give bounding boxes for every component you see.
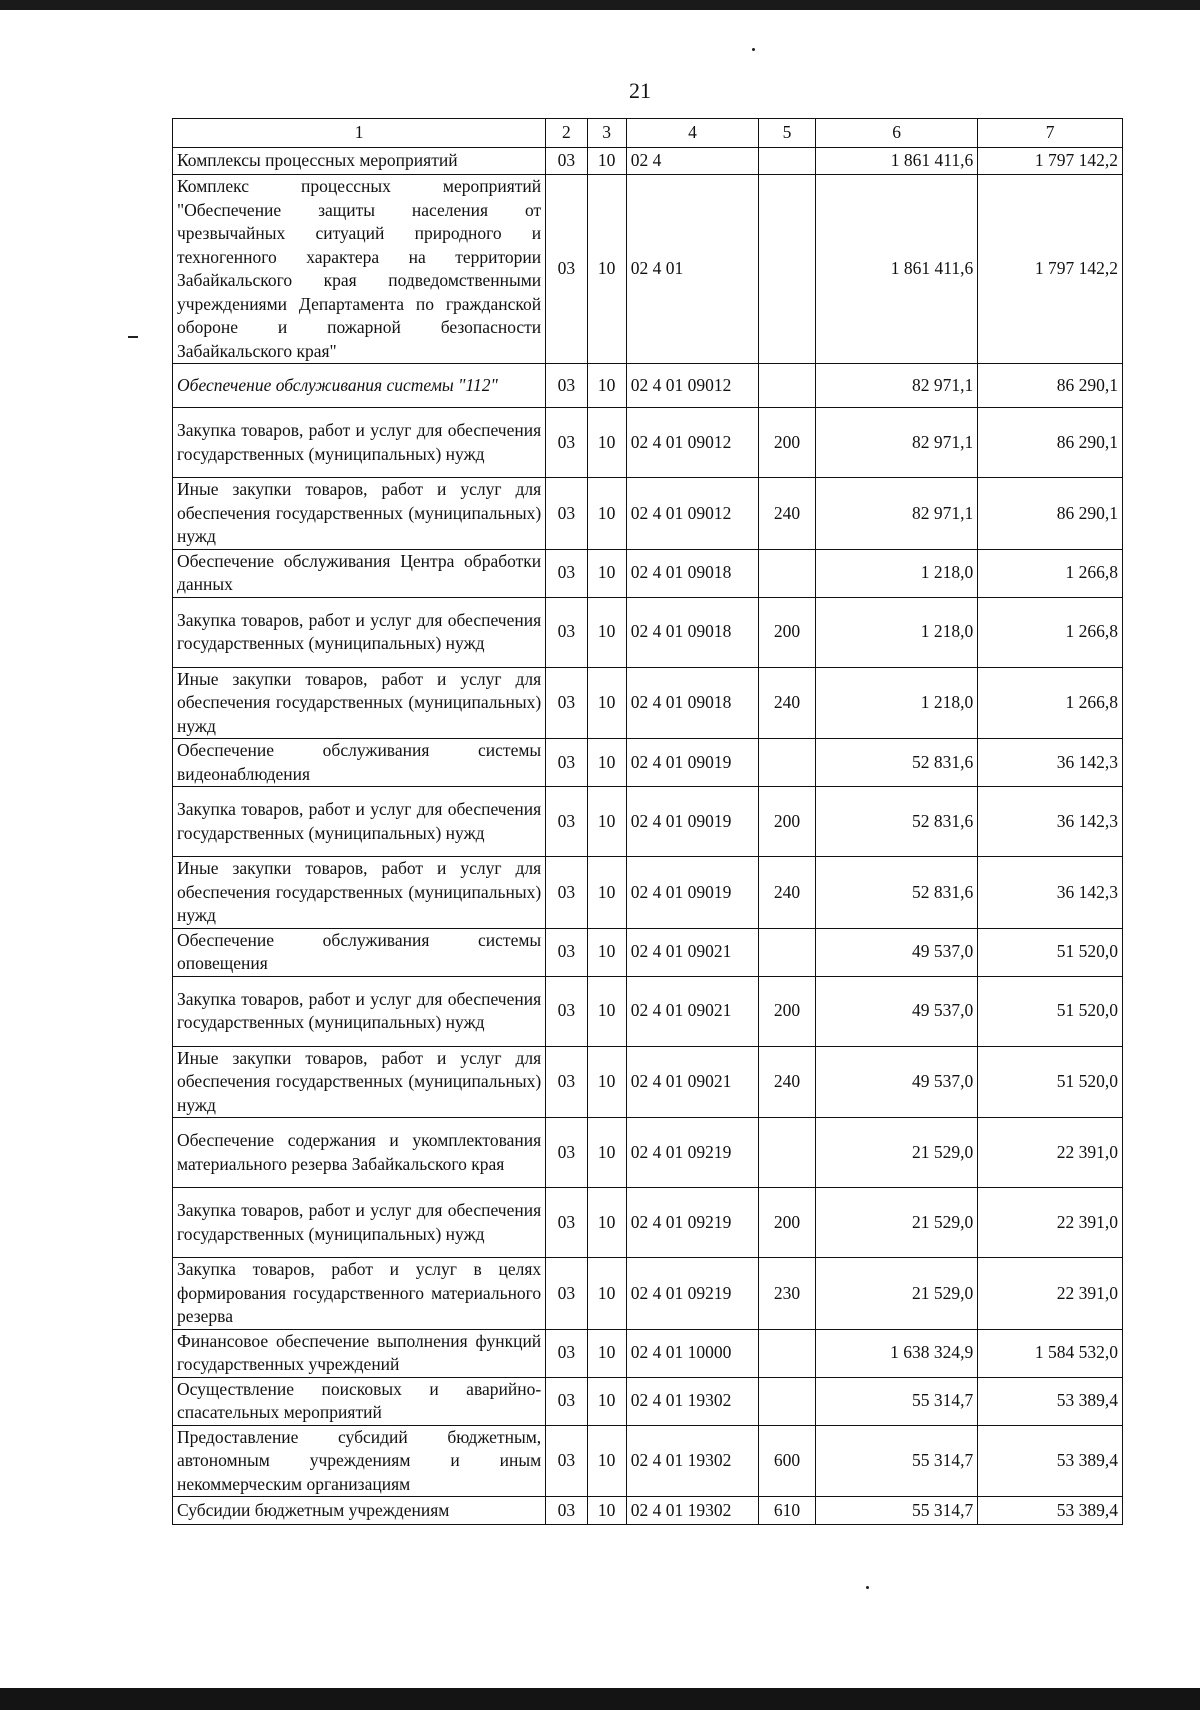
amount-year1-cell: 21 529,0 <box>815 1188 977 1258</box>
amount-year1-cell: 49 537,0 <box>815 976 977 1046</box>
subsection-cell: 10 <box>587 1118 626 1188</box>
subsection-cell: 10 <box>587 976 626 1046</box>
amount-year1-cell: 52 831,6 <box>815 787 977 857</box>
target-article-cell: 02 4 01 19302 <box>626 1377 758 1425</box>
section-cell: 03 <box>546 739 587 787</box>
table-row <box>173 408 1123 478</box>
section-cell: 03 <box>546 976 587 1046</box>
section-cell: 03 <box>546 1425 587 1497</box>
amount-year2-cell: 86 290,1 <box>978 364 1123 408</box>
row-name-cell: Комплексы процессных мероприятий <box>173 148 546 175</box>
table-row <box>173 597 1123 667</box>
subsection-cell: 10 <box>587 1377 626 1425</box>
expense-type-cell <box>759 1377 816 1425</box>
section-cell: 03 <box>546 1118 587 1188</box>
table-body <box>173 119 1123 1525</box>
row-name-cell: Закупка товаров, работ и услуг в целях формирования государственного материального резерва <box>173 1258 546 1330</box>
target-article-cell: 02 4 01 09021 <box>626 928 758 976</box>
subsection-cell: 10 <box>587 597 626 667</box>
header-cell-5: 5 <box>759 119 816 148</box>
row-name-cell: Закупка товаров, работ и услуг для обеспечения государственных (муниципальных) нужд <box>173 408 546 478</box>
section-cell: 03 <box>546 478 587 550</box>
section-cell: 03 <box>546 1377 587 1425</box>
subsection-cell: 10 <box>587 1497 626 1525</box>
section-cell: 03 <box>546 1497 587 1525</box>
table-row <box>173 364 1123 408</box>
target-article-cell: 02 4 01 09018 <box>626 597 758 667</box>
amount-year2-cell: 36 142,3 <box>978 739 1123 787</box>
expense-type-cell: 240 <box>759 1046 816 1118</box>
amount-year1-cell: 55 314,7 <box>815 1497 977 1525</box>
table-row <box>173 787 1123 857</box>
amount-year2-cell: 86 290,1 <box>978 478 1123 550</box>
section-cell: 03 <box>546 787 587 857</box>
row-name-cell: Обеспечение обслуживания Центра обработки данных <box>173 549 546 597</box>
section-cell: 03 <box>546 1046 587 1118</box>
subsection-cell: 10 <box>587 1258 626 1330</box>
table-row <box>173 1258 1123 1330</box>
target-article-cell: 02 4 01 09219 <box>626 1258 758 1330</box>
section-cell: 03 <box>546 597 587 667</box>
target-article-cell: 02 4 01 19302 <box>626 1425 758 1497</box>
section-cell: 03 <box>546 1258 587 1330</box>
expense-type-cell: 200 <box>759 597 816 667</box>
row-name-cell: Иные закупки товаров, работ и услуг для обеспечения государственных (муниципальных) нужд <box>173 478 546 550</box>
scan-edge-bottom <box>0 1688 1200 1710</box>
target-article-cell: 02 4 01 09012 <box>626 478 758 550</box>
subsection-cell: 10 <box>587 1329 626 1377</box>
amount-year1-cell: 52 831,6 <box>815 857 977 929</box>
target-article-cell: 02 4 01 09219 <box>626 1118 758 1188</box>
table-row <box>173 1188 1123 1258</box>
row-name-cell: Иные закупки товаров, работ и услуг для обеспечения государственных (муниципальных) нужд <box>173 857 546 929</box>
header-cell-4: 4 <box>626 119 758 148</box>
target-article-cell: 02 4 01 09018 <box>626 549 758 597</box>
header-cell-6: 6 <box>815 119 977 148</box>
section-cell: 03 <box>546 667 587 739</box>
target-article-cell: 02 4 01 10000 <box>626 1329 758 1377</box>
subsection-cell: 10 <box>587 739 626 787</box>
amount-year2-cell: 1 266,8 <box>978 549 1123 597</box>
expense-type-cell: 240 <box>759 857 816 929</box>
amount-year2-cell: 51 520,0 <box>978 1046 1123 1118</box>
subsection-cell: 10 <box>587 148 626 175</box>
subsection-cell: 10 <box>587 478 626 550</box>
section-cell: 03 <box>546 928 587 976</box>
table-row <box>173 667 1123 739</box>
subsection-cell: 10 <box>587 787 626 857</box>
section-cell: 03 <box>546 408 587 478</box>
expense-type-cell <box>759 1118 816 1188</box>
amount-year1-cell: 49 537,0 <box>815 1046 977 1118</box>
row-name-cell: Закупка товаров, работ и услуг для обеспечения государственных (муниципальных) нужд <box>173 1188 546 1258</box>
amount-year1-cell: 55 314,7 <box>815 1377 977 1425</box>
budget-table <box>172 118 1123 1525</box>
table-row <box>173 1425 1123 1497</box>
amount-year2-cell: 22 391,0 <box>978 1118 1123 1188</box>
subsection-cell: 10 <box>587 1046 626 1118</box>
row-name-cell: Закупка товаров, работ и услуг для обеспечения государственных (муниципальных) нужд <box>173 597 546 667</box>
amount-year2-cell: 36 142,3 <box>978 787 1123 857</box>
amount-year1-cell: 82 971,1 <box>815 408 977 478</box>
table-row <box>173 739 1123 787</box>
target-article-cell: 02 4 01 09018 <box>626 667 758 739</box>
table-row <box>173 1329 1123 1377</box>
section-cell: 03 <box>546 364 587 408</box>
expense-type-cell: 610 <box>759 1497 816 1525</box>
scan-speck <box>128 336 138 338</box>
header-cell-3: 3 <box>587 119 626 148</box>
expense-type-cell <box>759 739 816 787</box>
row-name-cell: Обеспечение обслуживания системы "112" <box>173 364 546 408</box>
amount-year2-cell: 36 142,3 <box>978 857 1123 929</box>
section-cell: 03 <box>546 1329 587 1377</box>
expense-type-cell <box>759 175 816 364</box>
amount-year1-cell: 21 529,0 <box>815 1258 977 1330</box>
section-cell: 03 <box>546 148 587 175</box>
amount-year1-cell: 49 537,0 <box>815 928 977 976</box>
table-row <box>173 1118 1123 1188</box>
expense-type-cell <box>759 364 816 408</box>
target-article-cell: 02 4 01 09012 <box>626 364 758 408</box>
amount-year1-cell: 82 971,1 <box>815 478 977 550</box>
scan-speck <box>866 1586 869 1589</box>
table-row <box>173 976 1123 1046</box>
page-number: 21 <box>629 78 651 103</box>
amount-year1-cell: 82 971,1 <box>815 364 977 408</box>
subsection-cell: 10 <box>587 364 626 408</box>
table-row <box>173 148 1123 175</box>
row-name-cell: Предоставление субсидий бюджетным, автономным учреждениям и иным некоммерческим организациям <box>173 1425 546 1497</box>
row-name-cell: Закупка товаров, работ и услуг для обеспечения государственных (муниципальных) нужд <box>173 787 546 857</box>
amount-year2-cell: 53 389,4 <box>978 1377 1123 1425</box>
amount-year2-cell: 1 797 142,2 <box>978 148 1123 175</box>
amount-year1-cell: 21 529,0 <box>815 1118 977 1188</box>
amount-year2-cell: 53 389,4 <box>978 1425 1123 1497</box>
amount-year2-cell: 1 266,8 <box>978 667 1123 739</box>
expense-type-cell <box>759 1329 816 1377</box>
target-article-cell: 02 4 01 09019 <box>626 739 758 787</box>
table-header-row <box>173 119 1123 148</box>
target-article-cell: 02 4 01 09219 <box>626 1188 758 1258</box>
subsection-cell: 10 <box>587 1425 626 1497</box>
row-name-cell: Комплекс процессных мероприятий "Обеспечение защиты населения от чрезвычайных ситуаций природного и техногенного характера на территории Забайкальского края подведомственными учреждениями Департамента по гражданской обороне и пожарной безопасности Забайкальского края" <box>173 175 546 364</box>
amount-year1-cell: 1 218,0 <box>815 667 977 739</box>
table-row <box>173 175 1123 364</box>
subsection-cell: 10 <box>587 667 626 739</box>
table-row <box>173 1046 1123 1118</box>
header-cell-2: 2 <box>546 119 587 148</box>
section-cell: 03 <box>546 175 587 364</box>
amount-year2-cell: 1 266,8 <box>978 597 1123 667</box>
scan-speck <box>752 48 755 51</box>
section-cell: 03 <box>546 1188 587 1258</box>
amount-year2-cell: 1 797 142,2 <box>978 175 1123 364</box>
row-name-cell: Иные закупки товаров, работ и услуг для обеспечения государственных (муниципальных) нужд <box>173 667 546 739</box>
table-row <box>173 478 1123 550</box>
target-article-cell: 02 4 01 09012 <box>626 408 758 478</box>
section-cell: 03 <box>546 549 587 597</box>
expense-type-cell: 240 <box>759 478 816 550</box>
amount-year2-cell: 86 290,1 <box>978 408 1123 478</box>
row-name-cell: Закупка товаров, работ и услуг для обеспечения государственных (муниципальных) нужд <box>173 976 546 1046</box>
target-article-cell: 02 4 01 09019 <box>626 857 758 929</box>
target-article-cell: 02 4 01 <box>626 175 758 364</box>
target-article-cell: 02 4 01 19302 <box>626 1497 758 1525</box>
expense-type-cell: 600 <box>759 1425 816 1497</box>
amount-year1-cell: 55 314,7 <box>815 1425 977 1497</box>
amount-year1-cell: 1 218,0 <box>815 597 977 667</box>
amount-year2-cell: 1 584 532,0 <box>978 1329 1123 1377</box>
amount-year2-cell: 22 391,0 <box>978 1258 1123 1330</box>
amount-year2-cell: 22 391,0 <box>978 1188 1123 1258</box>
row-name-cell: Обеспечение обслуживания системы оповещения <box>173 928 546 976</box>
target-article-cell: 02 4 01 09021 <box>626 1046 758 1118</box>
expense-type-cell: 200 <box>759 787 816 857</box>
subsection-cell: 10 <box>587 408 626 478</box>
subsection-cell: 10 <box>587 549 626 597</box>
expense-type-cell: 240 <box>759 667 816 739</box>
expense-type-cell: 230 <box>759 1258 816 1330</box>
row-name-cell: Обеспечение содержания и укомплектования материального резерва Забайкальского края <box>173 1118 546 1188</box>
table-row <box>173 1377 1123 1425</box>
target-article-cell: 02 4 01 09019 <box>626 787 758 857</box>
subsection-cell: 10 <box>587 857 626 929</box>
target-article-cell: 02 4 01 09021 <box>626 976 758 1046</box>
subsection-cell: 10 <box>587 928 626 976</box>
row-name-cell: Осуществление поисковых и аварийно-спасательных мероприятий <box>173 1377 546 1425</box>
subsection-cell: 10 <box>587 175 626 364</box>
amount-year2-cell: 51 520,0 <box>978 976 1123 1046</box>
amount-year1-cell: 1 638 324,9 <box>815 1329 977 1377</box>
amount-year2-cell: 53 389,4 <box>978 1497 1123 1525</box>
target-article-cell: 02 4 <box>626 148 758 175</box>
table-row <box>173 549 1123 597</box>
row-name-cell: Финансовое обеспечение выполнения функций государственных учреждений <box>173 1329 546 1377</box>
table-row <box>173 928 1123 976</box>
header-cell-1: 1 <box>173 119 546 148</box>
expense-type-cell <box>759 549 816 597</box>
amount-year1-cell: 1 861 411,6 <box>815 175 977 364</box>
table-row <box>173 1497 1123 1525</box>
expense-type-cell <box>759 148 816 175</box>
table-row <box>173 857 1123 929</box>
row-name-cell: Обеспечение обслуживания системы видеонаблюдения <box>173 739 546 787</box>
amount-year2-cell: 51 520,0 <box>978 928 1123 976</box>
row-name-cell: Иные закупки товаров, работ и услуг для обеспечения государственных (муниципальных) нужд <box>173 1046 546 1118</box>
expense-type-cell: 200 <box>759 1188 816 1258</box>
row-name-cell: Субсидии бюджетным учреждениям <box>173 1497 546 1525</box>
amount-year1-cell: 1 861 411,6 <box>815 148 977 175</box>
expense-type-cell <box>759 928 816 976</box>
expense-type-cell: 200 <box>759 408 816 478</box>
scan-edge-top <box>0 0 1200 10</box>
subsection-cell: 10 <box>587 1188 626 1258</box>
section-cell: 03 <box>546 857 587 929</box>
header-cell-7: 7 <box>978 119 1123 148</box>
expense-type-cell: 200 <box>759 976 816 1046</box>
amount-year1-cell: 1 218,0 <box>815 549 977 597</box>
amount-year1-cell: 52 831,6 <box>815 739 977 787</box>
